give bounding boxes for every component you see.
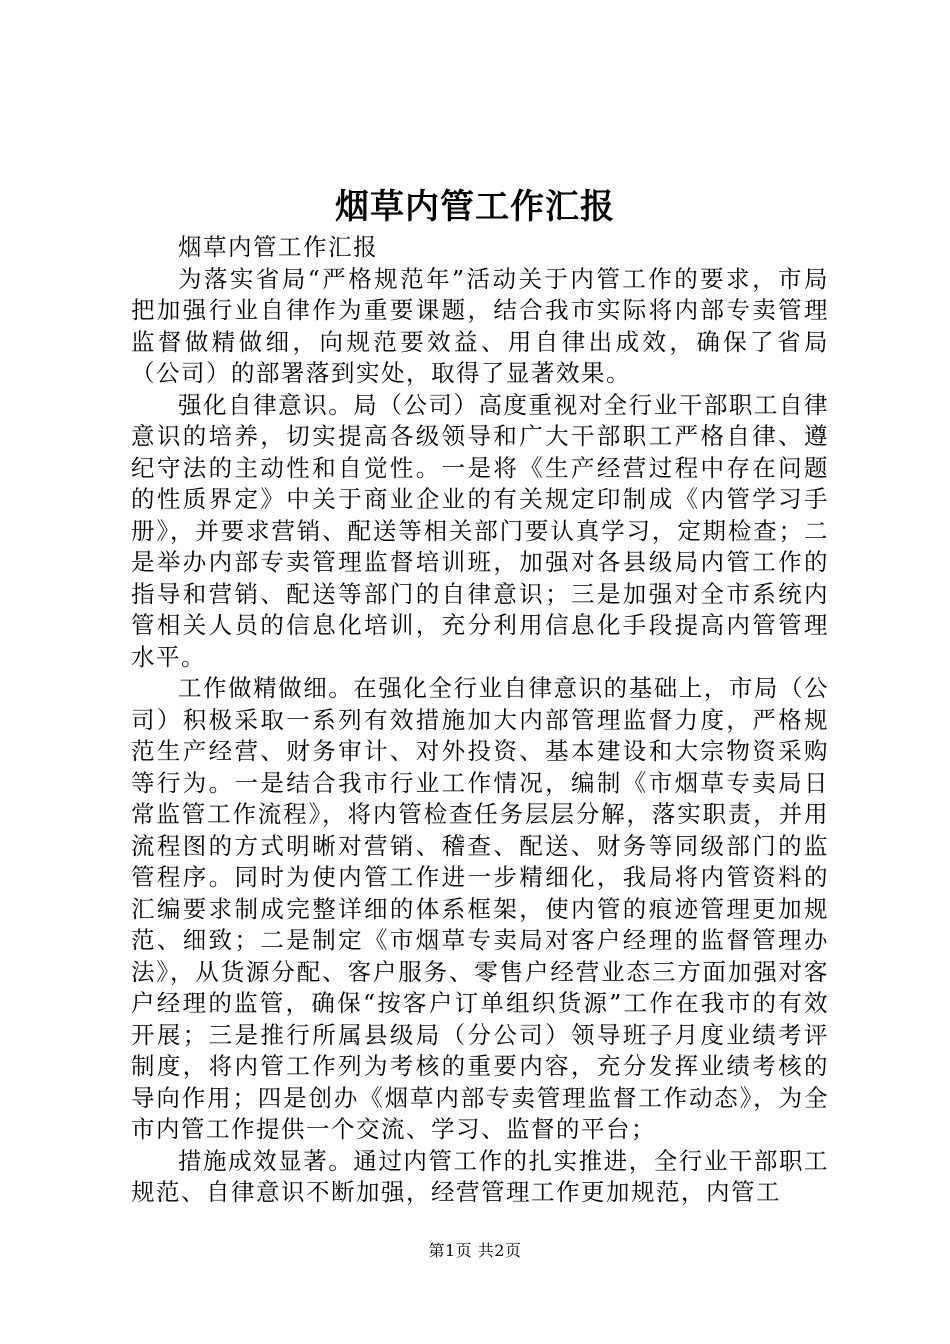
- paragraph-results: 措施成效显著。通过内管工作的扎实推进，全行业干部职工规范、自律意识不断加强，经营管理工作更加规范，内管工: [131, 1146, 829, 1206]
- paragraph-intro: 为落实省局“严格规范年”活动关于内管工作的要求，市局把加强行业自律作为重要课题，结合我市实际将内部专卖管理监督做精做细，向规范要效益、用自律出成效，确保了省局（公司）的部署落到实处，取得了显著效果。: [131, 264, 829, 387]
- document-title: 烟草内管工作汇报: [335, 187, 615, 227]
- page-footer: 第1页 共2页: [428, 1241, 522, 1260]
- paragraph-self-discipline: 强化自律意识。局（公司）高度重视对全行业干部职工自律意识的培养，切实提高各级领导和广大干部职工严格自律、遵纪守法的主动性和自觉性。一是将《生产经营过程中存在问题的性质界定》中关于商业企业的有关规定印制成《内管学习手册》，并要求营销、配送等相关部门要认真学习，定期检查；二是举办内部专卖管理监督培训班，加强对各县级局内管工作的指导和营销、配送等部门的自律意识；三是加强对全市系统内管相关人员的信息化培训，充分利用信息化手段提高内管管理水平。: [131, 390, 829, 671]
- paragraph-subtitle: 烟草内管工作汇报: [178, 233, 378, 261]
- document-body: [131, 232, 829, 1209]
- paragraph-refined-work: 工作做精做细。在强化全行业自律意识的基础上，市局（公司）积极采取一系列有效措施加大内部管理监督力度，严格规范生产经营、财务审计、对外投资、基本建设和大宗物资采购等行为。一是结合我市行业工作情况，编制《市烟草专卖局日常监管工作流程》，将内管检查任务层层分解，落实职责，并用流程图的方式明晰对营销、稽查、配送、财务等同级部门的监管程序。同时为使内管工作进一步精细化，我局将内管资料的汇编要求制成完整详细的体系框架，使内管的痕迹管理更加规范、细致；二是制定《市烟草专卖局对客户经理的监督管理办法》，从货源分配、客户服务、零售户经营业态三方面加强对客户经理的监管，确保“按客户订单组织货源”工作在我市的有效开展；三是推行所属县级局（分公司）领导班子月度业绩考评制度，将内管工作列为考核的重要内容，充分发挥业绩考核的导向作用；四是创办《烟草内部专卖管理监督工作动态》，为全市内管工作提供一个交流、学习、监督的平台；: [131, 674, 829, 1143]
